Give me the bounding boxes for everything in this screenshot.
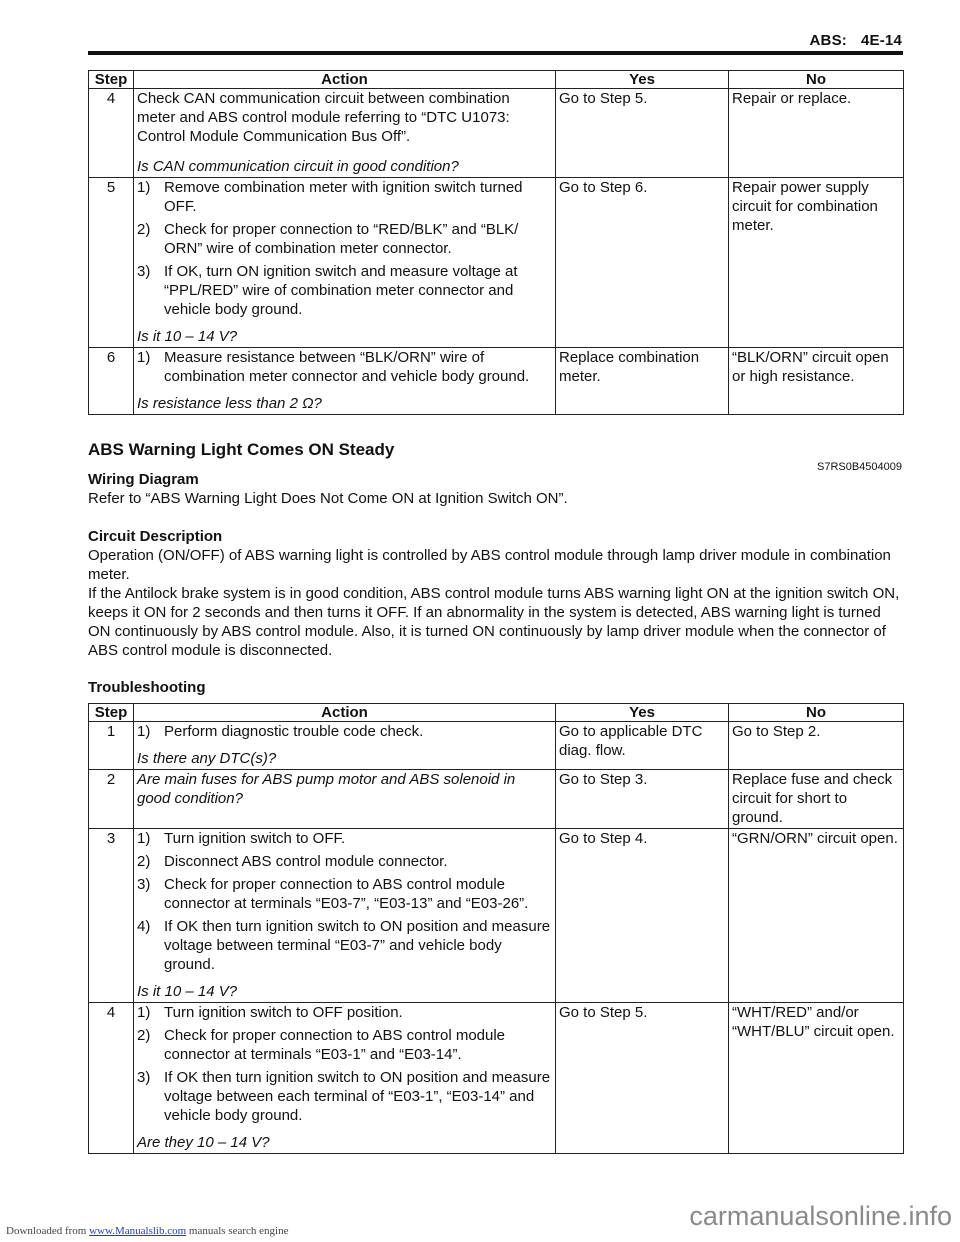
no-cell: “WHT/RED” and/or “WHT/BLU” circuit open. — [729, 1003, 904, 1154]
item-number: 3) — [137, 1069, 151, 1086]
item-number: 1) — [137, 830, 151, 847]
circuit-heading: Circuit Description — [88, 528, 223, 545]
yes-cell: Go to Step 3. — [556, 770, 729, 829]
item-text: Check for proper connection to “RED/BLK” and “BLK/ ORN” wire of combination meter connector. — [164, 221, 519, 257]
item-text: If OK then turn ignition switch to ON position and measure voltage between each terminal of “E03-1”, “E03-14” and vehicle body ground. — [164, 1069, 551, 1124]
col-step: Step — [89, 71, 134, 89]
troubleshooting-table-1 — [88, 70, 904, 415]
no-cell: Repair power supply circuit for combination meter. — [729, 178, 904, 348]
item-text: Measure resistance between “BLK/ORN” wire of combination meter connector and vehicle body ground. — [164, 349, 530, 385]
action-cell — [134, 178, 556, 348]
wiring-heading: Wiring Diagram — [88, 471, 199, 488]
item-number: 1) — [137, 179, 151, 196]
table-row — [89, 770, 904, 829]
no-cell: Replace fuse and check circuit for short to ground. — [729, 770, 904, 829]
item-text: Perform diagnostic trouble code check. — [164, 723, 424, 740]
footer-suffix: manuals search engine — [188, 1225, 289, 1237]
troubleshooting-table-2 — [88, 703, 904, 1154]
item-text: Remove combination meter with ignition switch turned OFF. — [164, 179, 523, 215]
action-cell — [134, 348, 556, 415]
page-number: 4E-14 — [860, 32, 902, 49]
item-number: 4) — [137, 918, 151, 935]
col-action: Action — [134, 704, 556, 722]
item-text: Check for proper connection to ABS control module connector at terminals “E03-7”, “E03-13” and “E03-26”. — [164, 876, 529, 912]
item-number: 1) — [137, 349, 151, 366]
header-rule — [88, 51, 903, 55]
item-text: Turn ignition switch to OFF. — [164, 830, 346, 847]
action-item — [137, 852, 552, 871]
yes-cell: Go to Step 4. — [556, 829, 729, 1003]
item-text: If OK then turn ignition switch to ON position and measure voltage between terminal “E03-7” and vehicle body ground. — [164, 918, 551, 973]
circuit-p2: If the Antilock brake system is in good condition, ABS control module turns ABS warning light ON at the ignition switch ON, keeps it ON for 2 seconds and then turns it OFF. If an abnormality in the system is detected, ABS warning light is turned ON continuously by ABS control module. Also, it is turned ON continuously by lamp driver module when the connector of ABS control module is disconnected. — [88, 585, 900, 659]
table-header — [89, 704, 904, 722]
step-cell: 4 — [89, 1003, 134, 1154]
action-question: Is resistance less than 2 Ω? — [137, 395, 322, 412]
item-text: If OK, turn ON ignition switch and measure voltage at “PPL/RED” wire of combination meter connector and vehicle body ground. — [164, 263, 518, 318]
action-item — [137, 917, 552, 974]
item-number: 1) — [137, 723, 151, 740]
item-number: 1) — [137, 1004, 151, 1021]
step-cell: 5 — [89, 178, 134, 348]
item-text: Turn ignition switch to OFF position. — [164, 1004, 403, 1021]
footer-prefix: Downloaded from — [6, 1225, 87, 1237]
yes-cell: Go to applicable DTC diag. flow. — [556, 722, 729, 770]
step-cell: 3 — [89, 829, 134, 1003]
action-item — [137, 1026, 552, 1064]
table-row — [89, 722, 904, 770]
action-item — [137, 1068, 552, 1125]
item-number: 2) — [137, 853, 151, 870]
no-cell: “BLK/ORN” circuit open or high resistance. — [729, 348, 904, 415]
troubleshooting-heading: Troubleshooting — [88, 679, 206, 696]
yes-cell: Go to Step 6. — [556, 178, 729, 348]
action-item — [137, 178, 552, 216]
section-label: ABS: — [809, 32, 847, 49]
action-item — [137, 348, 552, 386]
action-question: Is CAN communication circuit in good condition? — [137, 158, 459, 175]
step-cell: 2 — [89, 770, 134, 829]
action-item — [137, 220, 552, 258]
col-no: No — [729, 704, 904, 722]
manualslib-link[interactable]: www.Manualslib.com — [89, 1225, 187, 1237]
item-number: 2) — [137, 1027, 151, 1044]
table-row — [89, 829, 904, 1003]
action-item — [137, 829, 552, 848]
action-item — [137, 722, 552, 741]
action-question: Is it 10 – 14 V? — [137, 328, 238, 345]
step-cell: 6 — [89, 348, 134, 415]
no-cell: Go to Step 2. — [729, 722, 904, 770]
footer — [6, 1222, 288, 1241]
yes-cell: Replace combination meter. — [556, 348, 729, 415]
col-yes: Yes — [556, 71, 729, 89]
yes-cell: Go to Step 5. — [556, 89, 729, 178]
action-question: Is it 10 – 14 V? — [137, 983, 238, 1000]
no-cell: Repair or replace. — [729, 89, 904, 178]
col-no: No — [729, 71, 904, 89]
item-text: Check for proper connection to ABS control module connector at terminals “E03-1” and “E03-14”. — [164, 1027, 506, 1063]
step-cell: 1 — [89, 722, 134, 770]
table-row — [89, 1003, 904, 1154]
table-row — [89, 178, 904, 348]
no-cell: “GRN/ORN” circuit open. — [729, 829, 904, 1003]
item-number: 2) — [137, 221, 151, 238]
yes-cell: Go to Step 5. — [556, 1003, 729, 1154]
action-question: Is there any DTC(s)? — [137, 750, 277, 767]
col-action: Action — [134, 71, 556, 89]
action-cell — [134, 1003, 556, 1154]
action-item — [137, 875, 552, 913]
col-step: Step — [89, 704, 134, 722]
watermark: carmanualsonline.info — [689, 1201, 952, 1231]
action-text: Check CAN communication circuit between combination meter and ABS control module referring to “DTC U1073: Control Module Communication Bus Off”. — [137, 90, 510, 145]
action-item — [137, 262, 552, 319]
item-text: Disconnect ABS control module connector. — [164, 853, 448, 870]
action-cell — [134, 770, 556, 829]
action-cell — [134, 829, 556, 1003]
action-item — [137, 1003, 552, 1022]
step-cell: 4 — [89, 89, 134, 178]
section-code: S7RS0B4504009 — [816, 461, 902, 473]
section-title: ABS Warning Light Comes ON Steady — [88, 440, 395, 459]
action-question: Are they 10 – 14 V? — [137, 1134, 270, 1151]
item-number: 3) — [137, 263, 151, 280]
action-question: Are main fuses for ABS pump motor and ABS solenoid in good condition? — [137, 771, 516, 807]
wiring-text: Refer to “ABS Warning Light Does Not Come ON at Ignition Switch ON”. — [88, 490, 568, 507]
action-cell — [134, 722, 556, 770]
item-number: 3) — [137, 876, 151, 893]
table-row — [89, 348, 904, 415]
table-header — [89, 71, 904, 89]
col-yes: Yes — [556, 704, 729, 722]
action-cell — [134, 89, 556, 178]
circuit-p1: Operation (ON/OFF) of ABS warning light is controlled by ABS control module through lamp driver module in combination meter. — [88, 547, 891, 583]
page-header — [796, 31, 903, 50]
table-row — [89, 89, 904, 178]
